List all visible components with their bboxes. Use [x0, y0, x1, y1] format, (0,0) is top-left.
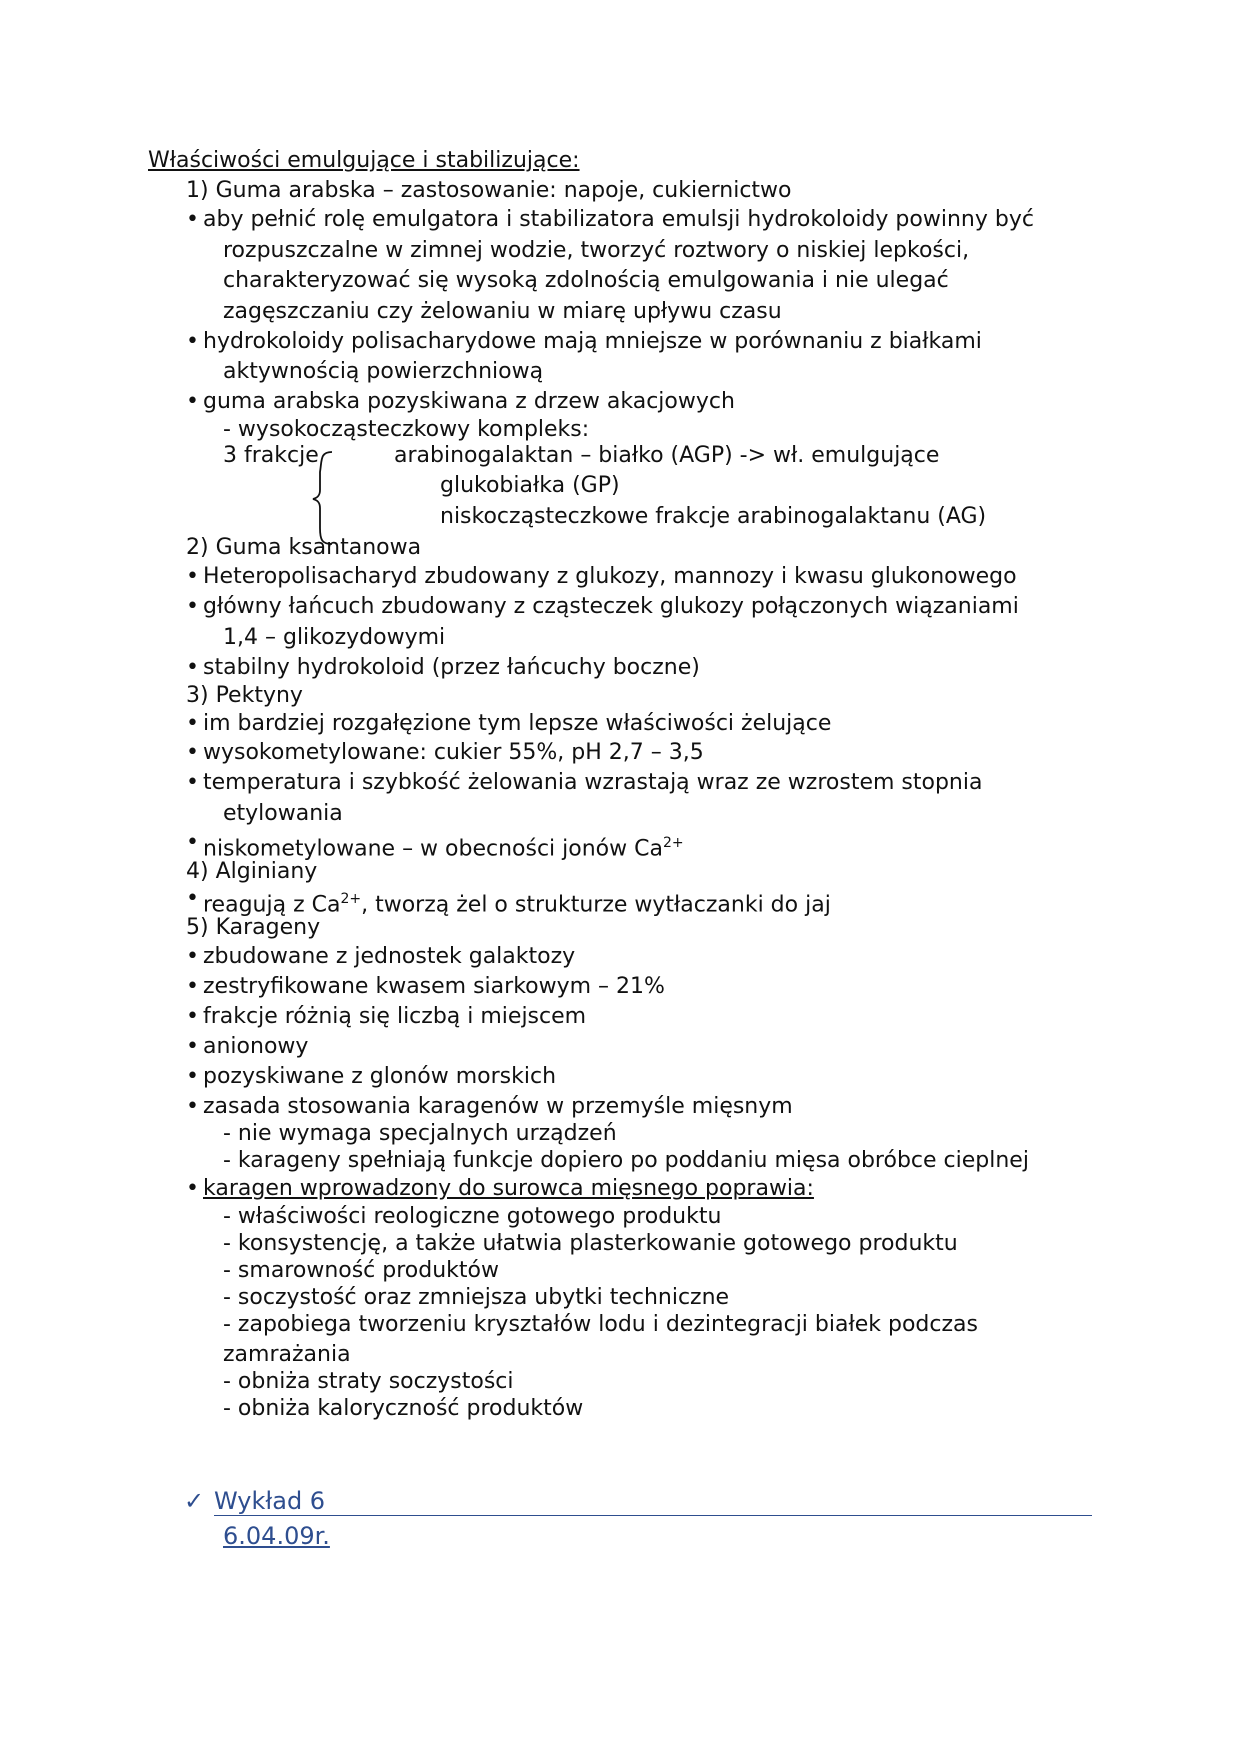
list-item: • aby pełnić rolę emulgatora i stabilizatora emulsji hydrokoloidy powinny być [203, 205, 1034, 235]
list-item-continuation: etylowania [223, 801, 343, 826]
sub-item: - obniża kaloryczność produktów [223, 1396, 584, 1421]
fraction-item: glukobiałka (GP) [440, 473, 620, 498]
list-item-continuation: charakteryzować się wysoką zdolnością emulgowania i nie ulegać [223, 268, 949, 293]
section-heading: Właściwości emulgujące i stabilizujące: [148, 148, 580, 173]
sub-item: - konsystencję, a także ułatwia plasterkowanie gotowego produktu [223, 1231, 958, 1256]
list-item: • zestryfikowane kwasem siarkowym – 21% [203, 972, 665, 1002]
sub-item: - obniża straty soczystości [223, 1369, 514, 1394]
fraction-item: niskocząsteczkowe frakcje arabinogalaktanu (AG) [440, 504, 987, 529]
list-item-text: niskometylowane – w obecności jonów Ca [203, 836, 663, 862]
section-title-guma-ksantanowa: 2) Guma ksantanowa [186, 535, 422, 560]
fractions-label: 3 frakcje [223, 443, 319, 468]
curly-brace-icon [312, 450, 334, 546]
sub-item: - soczystość oraz zmniejsza ubytki techniczne [223, 1285, 730, 1310]
list-item: • główny łańcuch zbudowany z cząsteczek glukozy połączonych wiązaniami [203, 592, 1019, 622]
superscript: 2+ [340, 891, 362, 907]
list-item: • karagen wprowadzony do surowca mięsnego poprawia: [203, 1174, 814, 1204]
list-item: • guma arabska pozyskiwana z drzew akacjowych [203, 387, 735, 417]
list-item-continuation: rozpuszczalne w zimnej wodzie, tworzyć roztwory o niskiej lepkości, [223, 238, 970, 263]
list-item-continuation: 1,4 – glikozydowymi [223, 625, 446, 650]
section-title-guma-arabska: 1) Guma arabska – zastosowanie: napoje, cukiernictwo [186, 178, 792, 203]
section-title-pektyny: 3) Pektyny [186, 683, 303, 708]
list-item: • Heteropolisacharyd zbudowany z glukozy, mannozy i kwasu glukonowego [203, 562, 1017, 592]
list-item: • hydrokoloidy polisacharydowe mają mniejsze w porównaniu z białkami [203, 327, 982, 357]
list-item: • anionowy [203, 1032, 308, 1062]
list-item: • wysokometylowane: cukier 55%, pH 2,7 – 3,5 [203, 738, 704, 768]
sub-item: - nie wymaga specjalnych urządzeń [223, 1121, 617, 1146]
list-item: • im bardziej rozgałęzione tym lepsze właściwości żelujące [203, 709, 831, 739]
sub-item: - smarowność produktów [223, 1258, 499, 1283]
section-title-alginiany: 4) Alginiany [186, 859, 318, 884]
list-item: • frakcje różnią się liczbą i miejscem [203, 1002, 586, 1032]
sub-item-continuation: zamrażania [223, 1342, 351, 1367]
sub-item: - zapobiega tworzeniu kryształów lodu i dezintegracji białek podczas [223, 1312, 978, 1337]
list-item: • zasada stosowania karagenów w przemyśle mięsnym [203, 1092, 793, 1122]
fraction-item: arabinogalaktan – białko (AGP) -> wł. emulgujące [394, 443, 940, 468]
lecture-title: Wykład 6 [214, 1487, 326, 1515]
sub-item: - karageny spełniają funkcje dopiero po poddaniu mięsa obróbce cieplnej [223, 1148, 1029, 1173]
list-item: • temperatura i szybkość żelowania wzrastają wraz ze wzrostem stopnia [203, 768, 982, 798]
list-item-continuation: zagęszczaniu czy żelowaniu w miarę upływu czasu [223, 299, 782, 324]
list-item-text: reagują z Ca [203, 892, 341, 918]
sub-item: - wysokocząsteczkowy kompleks: [223, 417, 590, 442]
lecture-date: 6.04.09r. [223, 1522, 330, 1550]
list-item: • zbudowane z jednostek galaktozy [203, 942, 575, 972]
list-item-text: , tworzą żel o strukturze wytłaczanki do jaj [361, 892, 831, 918]
superscript: 2+ [662, 835, 684, 851]
list-item: • stabilny hydrokoloid (przez łańcuchy boczne) [203, 653, 700, 683]
list-item-continuation: aktywnością powierzchniową [223, 359, 544, 384]
section-title-karageny: 5) Karageny [186, 915, 321, 940]
list-item: • pozyskiwane z glonów morskich [203, 1062, 556, 1092]
sub-item: - właściwości reologiczne gotowego produktu [223, 1204, 722, 1229]
divider [214, 1515, 1092, 1516]
checkmark-icon: ✓ [184, 1487, 205, 1515]
